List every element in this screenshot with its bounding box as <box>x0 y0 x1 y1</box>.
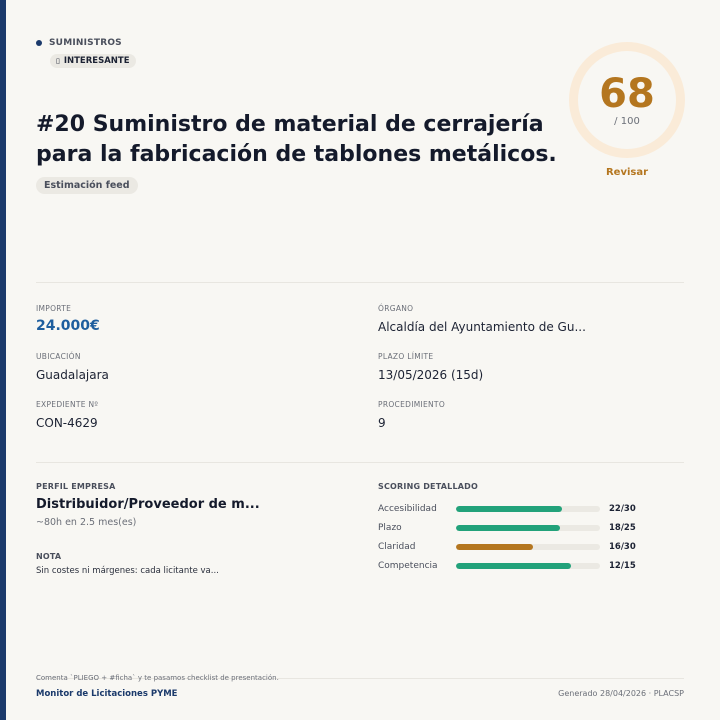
profile-section <box>36 482 356 528</box>
field-label: UBICACIÓN <box>36 352 81 361</box>
field-label: EXPEDIENTE Nº <box>36 400 99 409</box>
score-bar-track <box>456 563 600 569</box>
field-label: PLAZO LÍMITE <box>378 352 434 361</box>
status-badge <box>50 54 136 68</box>
field-label: ÓRGANO <box>378 304 414 313</box>
field-organo <box>378 304 586 334</box>
note-section <box>36 552 356 576</box>
section-label: PERFIL EMPRESA <box>36 482 116 491</box>
ubicacion-value: Guadalajara <box>36 368 109 382</box>
score-row-label: Competencia <box>378 561 438 571</box>
profile-effort: ~80h en 2.5 mes(es) <box>36 517 137 528</box>
score-row <box>378 502 684 516</box>
field-label: PROCEDIMIENTO <box>378 400 446 409</box>
score-row-label: Claridad <box>378 542 416 552</box>
importe-value: 24.000€ <box>36 318 100 334</box>
score-gauge-inner <box>578 51 676 149</box>
status-badge-label: INTERESANTE <box>63 56 130 66</box>
score-gauge <box>569 42 685 158</box>
score-bar-fill <box>456 525 560 531</box>
score-row-value: 16/30 <box>609 542 636 552</box>
plazo-value: 13/05/2026 (15d) <box>378 368 484 382</box>
score-row <box>378 540 684 554</box>
score-bar-fill <box>456 544 533 550</box>
score-row-label: Plazo <box>378 523 402 533</box>
organo-value: Alcaldía del Ayuntamiento de Gu... <box>378 320 586 334</box>
footer-meta: Generado 28/04/2026 · PLACSP <box>558 689 684 698</box>
field-expediente <box>36 400 98 430</box>
category-row <box>36 38 122 48</box>
field-procedimiento <box>378 400 445 430</box>
field-label: IMPORTE <box>36 304 72 313</box>
score-row-value: 22/30 <box>609 504 636 514</box>
score-row-label: Accesibilidad <box>378 504 437 514</box>
score-bar-fill <box>456 563 571 569</box>
score-row-value: 12/15 <box>609 561 636 571</box>
page-title: #20 Suministro de material de cerrajería para la fabricación de tablones metálicos. <box>36 112 557 167</box>
accent-bar <box>0 0 6 720</box>
field-importe <box>36 304 100 334</box>
footer-hint: Comenta `PLIEGO + #ficha` y te pasamos checklist de presentación. <box>36 674 279 682</box>
score-row <box>378 521 684 535</box>
expediente-value: CON-4629 <box>36 416 98 430</box>
category-label: SUMINISTROS <box>49 38 122 48</box>
scoring-section <box>378 482 478 491</box>
score-verdict: Revisar <box>605 167 649 178</box>
section-label: SCORING DETALLADO <box>378 482 478 491</box>
flag-icon: ▯ <box>56 56 60 65</box>
source-chip: Estimación feed <box>36 177 138 194</box>
note-text: Sin costes ni márgenes: cada licitante va... <box>36 566 219 576</box>
footer-brand: Monitor de Licitaciones PYME <box>36 689 178 699</box>
score-row-value: 18/25 <box>609 523 636 533</box>
divider <box>36 282 684 283</box>
divider <box>36 462 684 463</box>
score-bar-track <box>456 506 600 512</box>
procedimiento-value: 9 <box>378 416 386 430</box>
score-max: / 100 <box>614 115 640 127</box>
field-ubicacion <box>36 352 109 382</box>
score-bar-fill <box>456 506 562 512</box>
field-plazo <box>378 352 483 382</box>
score-bar-track <box>456 544 600 550</box>
score-bar-track <box>456 525 600 531</box>
score-row <box>378 559 684 573</box>
section-label: NOTA <box>36 552 62 561</box>
category-dot-icon <box>36 40 42 46</box>
score-value: 68 <box>599 70 655 117</box>
profile-name: Distribuidor/Proveedor de m... <box>36 497 260 512</box>
